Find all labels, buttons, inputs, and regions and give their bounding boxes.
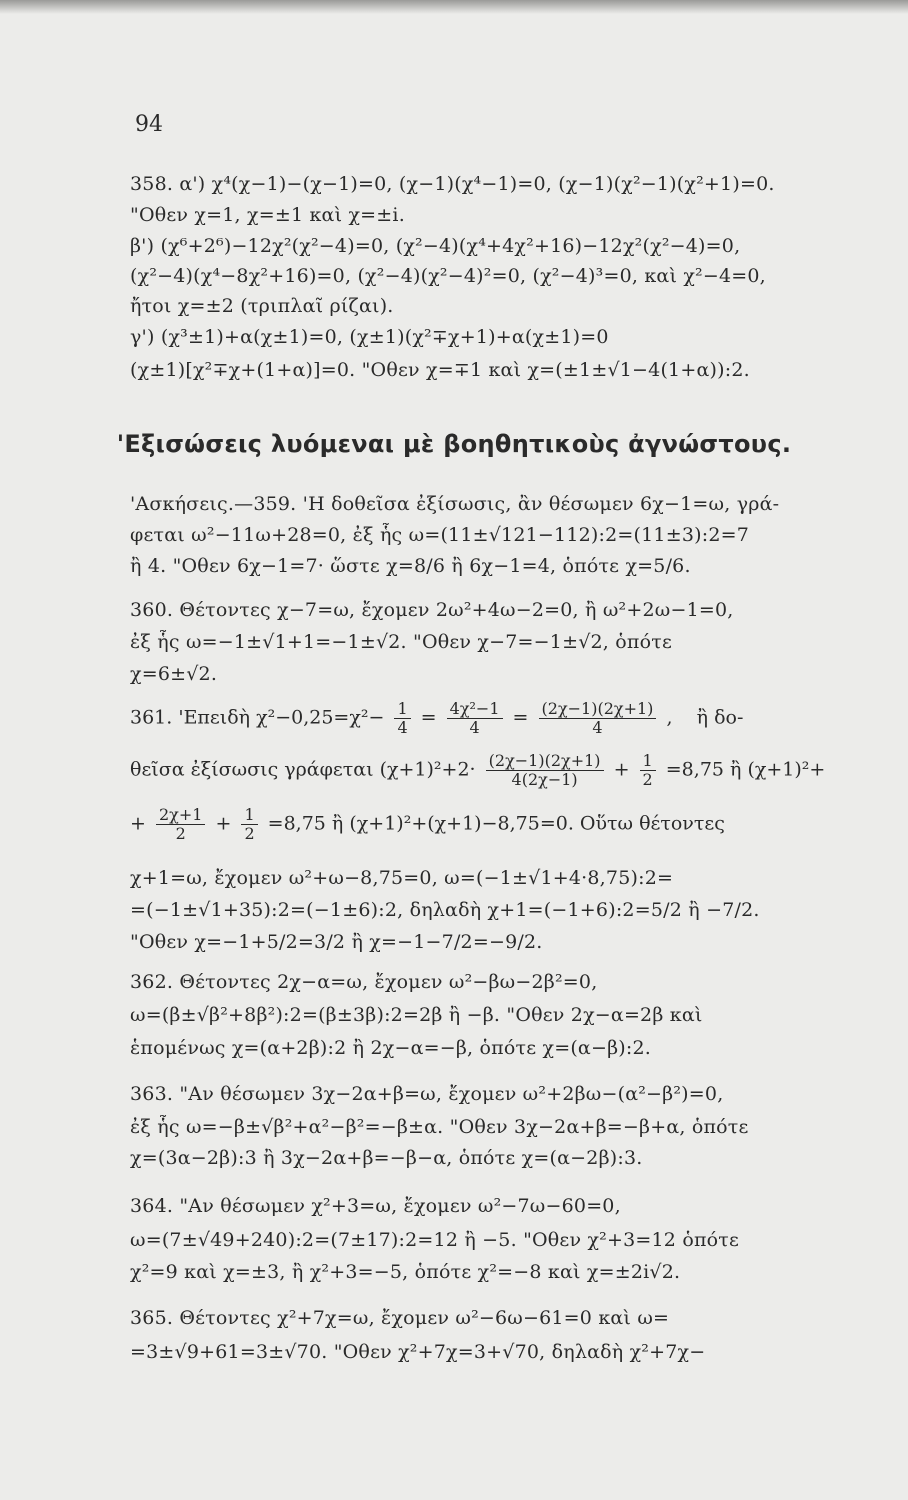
text-fragment: 361. 'Επειδὴ χ²−0,25=χ²−: [130, 706, 385, 729]
denominator: 2: [175, 824, 186, 843]
text-line: ἐξ ἧς ω=−β±√β²+α²−β²=−β±α. "Οθεν 3χ−2α+β=−β+α, ὁπότε: [130, 1116, 749, 1138]
text-line: ἑπομένως χ=(α+2β):2 ἢ 2χ−α=−β, ὁπότε χ=(α−β):2.: [130, 1037, 652, 1059]
text-line: (χ²−4)(χ⁴−8χ²+16)=0, (χ²−4)(χ²−4)²=0, (χ²−4)³=0, καὶ χ²−4=0,: [130, 265, 766, 287]
text-line: ἢ 4. "Οθεν 6χ−1=7· ὥστε χ=8/6 ἢ 6χ−1=4, ὁπότε χ=5/6.: [130, 555, 691, 577]
numerator: 2χ+1: [156, 806, 205, 825]
fraction: [640, 752, 656, 789]
denominator: 4: [397, 718, 408, 737]
text-fragment: =8,75 ἢ (χ+1)²+: [665, 758, 826, 781]
text-line: 358. α') χ⁴(χ−1)−(χ−1)=0, (χ−1)(χ⁴−1)=0, (χ−1)(χ²−1)(χ²+1)=0.: [130, 173, 775, 195]
numerator: 1: [640, 752, 656, 771]
numerator: 1: [394, 700, 410, 719]
fraction: [447, 700, 503, 737]
page-number: 94: [135, 112, 163, 137]
text-line: 'Ασκήσεις.—359. 'Η δοθεῖσα ἐξίσωσις, ἂν θέσωμεν 6χ−1=ω, γρά-: [130, 493, 780, 515]
denominator: 4: [592, 718, 603, 737]
numerator: (2χ−1)(2χ+1): [486, 752, 604, 771]
text-fragment: θεῖσα ἐξίσωσις γράφεται (χ+1)²+2·: [130, 758, 476, 781]
text-fragment: =8,75 ἢ (χ+1)²+(χ+1)−8,75=0. Οὕτω θέτοντες: [267, 812, 725, 835]
fraction: [486, 752, 604, 789]
numerator: 1: [241, 806, 257, 825]
text-line: "Οθεν χ=−1+5/2=3/2 ἢ χ=−1−7/2=−9/2.: [130, 931, 543, 953]
text-line: 360. Θέτοντες χ−7=ω, ἔχομεν 2ω²+4ω−2=0, ἢ ω²+2ω−1=0,: [130, 599, 734, 621]
numerator: (2χ−1)(2χ+1): [539, 700, 657, 719]
denominator: 2: [642, 770, 653, 789]
text-line: ω=(7±√49+240):2=(7±17):2=12 ἢ −5. "Οθεν χ²+3=12 ὁπότε: [130, 1229, 740, 1251]
text-line: χ=6±√2.: [130, 663, 218, 685]
text-fragment: ἢ δο-: [696, 706, 744, 729]
text-line: χ=(3α−2β):3 ἢ 3χ−2α+β=−β−α, ὁπότε χ=(α−2β):3.: [130, 1147, 643, 1169]
text-line: =3±√9+61=3±√70. "Οθεν χ²+7χ=3+√70, δηλαδὴ χ²+7χ−: [130, 1341, 706, 1363]
equation-line: + $\frac{2\chi+1}{2}$ + $\frac{1}{2}$ =8,75 ἢ (χ+1)²+(χ+1)−8,75=0. Οὕτω θέτοντες: [130, 805, 725, 843]
fraction: [539, 700, 657, 737]
equation-line: 361. 'Επειδὴ χ²−0,25=χ²− $\frac{1}{4}$ = $\frac{\text{4χ²−1}}{4}$ = $\frac{(2\chi-1)(2\chi+1)}{4}$ , ἢ δο-: [130, 699, 744, 737]
text-line: (χ±1)[χ²∓χ+(1+α)]=0. "Οθεν χ=∓1 καὶ χ=(±1±√1−4(1+α)):2.: [130, 359, 750, 381]
equation-line: θεῖσα ἐξίσωσις γράφεται (χ+1)²+2· $\frac{(2\chi-1)(2\chi+1)}{4(2\chi-1)}$ + $\frac{1}{2}$ =8,75 ἢ (χ+1)²+: [130, 751, 826, 789]
text-line: β') (χ⁶+2⁶)−12χ²(χ²−4)=0, (χ²−4)(χ⁴+4χ²+16)−12χ²(χ²−4)=0,: [130, 235, 741, 257]
numerator: 4χ²−1: [447, 700, 503, 719]
text-line: "Οθεν χ=1, χ=±1 καὶ χ=±i.: [130, 204, 405, 226]
text-line: 365. Θέτοντες χ²+7χ=ω, ἔχομεν ω²−6ω−61=0 καὶ ω=: [130, 1307, 670, 1329]
text-line: γ') (χ³±1)+α(χ±1)=0, (χ±1)(χ²∓χ+1)+α(χ±1)=0: [130, 326, 609, 348]
denominator: 2: [244, 824, 255, 843]
denominator: 4: [469, 718, 480, 737]
fraction: [241, 806, 257, 843]
text-line: χ+1=ω, ἔχομεν ω²+ω−8,75=0, ω=(−1±√1+4·8,75):2=: [130, 867, 674, 889]
text-line: 364. "Αν θέσωμεν χ²+3=ω, ἔχομεν ω²−7ω−60=0,: [130, 1195, 621, 1217]
text-line: ω=(β±√β²+8β²):2=(β±3β):2=2β ἢ −β. "Οθεν 2χ−α=2β καὶ: [130, 1004, 703, 1026]
section-heading: 'Εξισώσεις λυόμεναι μὲ βοηθητικοὺς ἀγνώστους.: [116, 430, 792, 458]
text-line: χ²=9 καὶ χ=±3, ἢ χ²+3=−5, ὁπότε χ²=−8 καὶ χ=±2i√2.: [130, 1261, 681, 1283]
fraction: [156, 806, 205, 843]
denominator: 4(2χ−1): [511, 770, 578, 789]
text-line: 363. "Αν θέσωμεν 3χ−2α+β=ω, ἔχομεν ω²+2βω−(α²−β²)=0,: [130, 1083, 724, 1105]
text-line: ἐξ ἧς ω=−1±√1+1=−1±√2. "Οθεν χ−7=−1±√2, ὁπότε: [130, 631, 672, 653]
text-line: =(−1±√1+35):2=(−1±6):2, δηλαδὴ χ+1=(−1+6):2=5/2 ἢ −7/2.: [130, 899, 760, 921]
fraction: [394, 700, 410, 737]
text-line: ἤτοι χ=±2 (τριπλαῖ ρίζαι).: [130, 295, 394, 317]
text-line: 362. Θέτοντες 2χ−α=ω, ἔχομεν ω²−βω−2β²=0,: [130, 971, 598, 993]
text-line: φεται ω²−11ω+28=0, ἐξ ἧς ω=(11±√121−112):2=(11±3):2=7: [130, 524, 750, 546]
